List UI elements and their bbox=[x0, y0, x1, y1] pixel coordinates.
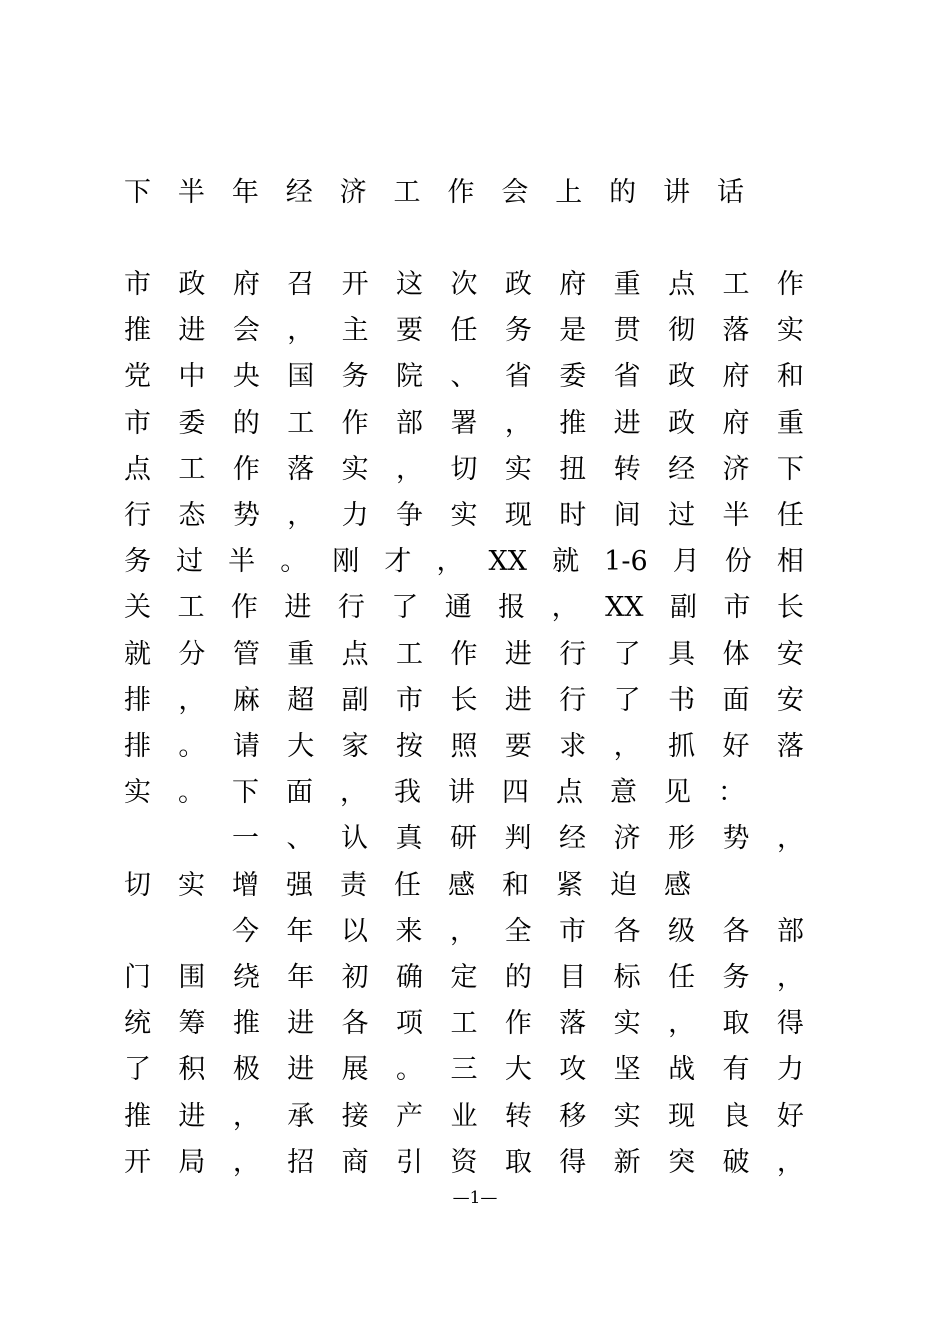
text-char: 任 bbox=[776, 500, 804, 531]
title-char: 经 bbox=[285, 177, 313, 208]
text-char: 部 bbox=[777, 915, 804, 947]
text-char: 工 bbox=[450, 1008, 478, 1040]
text-line bbox=[124, 585, 804, 631]
text-char: 半 bbox=[228, 546, 256, 578]
text-char: 工 bbox=[177, 592, 205, 624]
text-char: 落 bbox=[776, 731, 804, 762]
text-char: 点 bbox=[668, 269, 696, 300]
text-char: 进 bbox=[178, 315, 206, 347]
text-char: 这 bbox=[396, 269, 424, 300]
text-char: 过 bbox=[668, 500, 696, 531]
text-char: 判 bbox=[504, 823, 532, 855]
text-char: 转 bbox=[504, 1100, 532, 1132]
text-line bbox=[124, 1094, 804, 1140]
text-char: 全 bbox=[504, 915, 532, 947]
text-char: 工 bbox=[722, 269, 750, 300]
title-char: 的 bbox=[609, 177, 637, 208]
text-char: 引 bbox=[396, 1146, 424, 1178]
text-char: 标 bbox=[613, 962, 641, 993]
text-char: 重 bbox=[287, 638, 315, 670]
text-char: 筹 bbox=[178, 1008, 206, 1040]
text-char: 得 bbox=[559, 1146, 587, 1178]
text-char: 力 bbox=[776, 1054, 804, 1086]
title-char: 上 bbox=[555, 177, 583, 208]
text-char: 了 bbox=[613, 684, 641, 716]
text-line bbox=[124, 632, 804, 678]
text-char: 态 bbox=[178, 500, 206, 531]
text-char: 面 bbox=[286, 777, 313, 809]
text-char: 取 bbox=[504, 1146, 532, 1178]
text-char: 就 bbox=[552, 546, 580, 578]
text-line bbox=[124, 447, 804, 493]
text-char: 业 bbox=[450, 1100, 478, 1132]
text-char: 重 bbox=[776, 407, 804, 439]
text-char: 落 bbox=[559, 1008, 587, 1040]
text-char: 安 bbox=[776, 684, 804, 716]
text-char: 责 bbox=[340, 869, 367, 901]
text-char: 。 bbox=[396, 1054, 424, 1086]
text-line bbox=[124, 770, 804, 816]
text-char: 工 bbox=[396, 638, 424, 670]
text-char: 1-6 bbox=[604, 546, 648, 578]
text-line bbox=[124, 262, 804, 308]
text-char: 排 bbox=[124, 684, 151, 716]
text-char: ， bbox=[287, 500, 315, 531]
text-char: 好 bbox=[722, 731, 750, 762]
text-char: 强 bbox=[286, 869, 313, 901]
text-char: 四 bbox=[502, 777, 529, 809]
text-char: 任 bbox=[394, 869, 421, 901]
text-char: 资 bbox=[450, 1146, 478, 1178]
text-char: 作 bbox=[230, 592, 258, 624]
text-char: 时 bbox=[559, 500, 587, 531]
text-char: 份 bbox=[724, 546, 752, 578]
text-char: 分 bbox=[178, 638, 206, 670]
text-char: 体 bbox=[722, 638, 750, 670]
text-char: 推 bbox=[124, 315, 151, 347]
text-char: 主 bbox=[341, 315, 369, 347]
text-char: 重 bbox=[613, 269, 641, 300]
text-char: 省 bbox=[613, 361, 641, 393]
text-char: 统 bbox=[124, 1008, 151, 1040]
text-char: 实 bbox=[776, 315, 804, 347]
text-line bbox=[124, 724, 804, 770]
text-char: 新 bbox=[613, 1146, 641, 1178]
text-char: 落 bbox=[287, 453, 315, 485]
text-char: 管 bbox=[232, 638, 260, 670]
text-char: 取 bbox=[722, 1008, 750, 1040]
text-char: 局 bbox=[178, 1146, 206, 1178]
text-char: 有 bbox=[722, 1054, 750, 1086]
text-char: 院 bbox=[396, 361, 424, 393]
text-char: 意 bbox=[610, 777, 637, 809]
text-char: 实 bbox=[178, 869, 205, 901]
text-char: 绕 bbox=[232, 962, 260, 993]
text-char: 经 bbox=[668, 453, 696, 485]
text-line bbox=[124, 1047, 804, 1093]
text-char: 、 bbox=[286, 823, 314, 855]
text-char: 次 bbox=[450, 269, 478, 300]
text-char: 移 bbox=[559, 1100, 587, 1132]
text-char: 增 bbox=[232, 869, 259, 901]
title-char: 会 bbox=[501, 177, 529, 208]
text-char: 好 bbox=[776, 1100, 804, 1132]
text-char: 副 bbox=[669, 592, 697, 624]
text-char: 围 bbox=[178, 962, 206, 993]
text-char: 进 bbox=[504, 684, 532, 716]
text-char: 济 bbox=[613, 823, 641, 855]
text-char: 进 bbox=[613, 407, 641, 439]
text-char: 得 bbox=[776, 1008, 804, 1040]
text-line bbox=[124, 909, 804, 955]
text-char: 报 bbox=[498, 592, 526, 624]
text-char: ， bbox=[450, 915, 477, 947]
text-char: ， bbox=[668, 1008, 696, 1040]
text-char: 开 bbox=[124, 1146, 151, 1178]
text-char: 现 bbox=[668, 1100, 696, 1132]
text-char: ， bbox=[551, 592, 579, 624]
text-char: ， bbox=[232, 1146, 260, 1178]
text-char: 感 bbox=[448, 869, 475, 901]
text-char: 署 bbox=[450, 407, 478, 439]
text-char: 认 bbox=[341, 823, 368, 855]
text-char: 关 bbox=[124, 592, 151, 624]
text-char: 长 bbox=[450, 684, 478, 716]
text-char: 经 bbox=[559, 823, 586, 855]
text-char: 讲 bbox=[448, 777, 475, 809]
text-char: 具 bbox=[668, 638, 696, 670]
text-char: 市 bbox=[396, 684, 424, 716]
text-char: 行 bbox=[559, 638, 587, 670]
text-char: 超 bbox=[287, 684, 315, 716]
text-char: 大 bbox=[504, 1054, 532, 1086]
text-char: 感 bbox=[664, 869, 691, 901]
text-char: 党 bbox=[124, 361, 151, 393]
text-line bbox=[124, 493, 804, 539]
text-char: 来 bbox=[395, 915, 423, 947]
text-char: 见 bbox=[664, 777, 691, 809]
title-char: 半 bbox=[177, 177, 205, 208]
text-char: 济 bbox=[722, 453, 750, 485]
text-char: 推 bbox=[232, 1008, 260, 1040]
text-char: ， bbox=[178, 684, 206, 716]
text-char: 部 bbox=[396, 407, 424, 439]
text-char: 要 bbox=[396, 315, 424, 347]
text-char: 各 bbox=[722, 915, 750, 947]
text-char: 年 bbox=[287, 962, 315, 993]
text-char: XX bbox=[605, 592, 644, 624]
text-char: 府 bbox=[559, 269, 587, 300]
text-char: 和 bbox=[502, 869, 529, 901]
text-char: 相 bbox=[776, 546, 804, 578]
text-char: 实 bbox=[504, 453, 532, 485]
text-char: ， bbox=[776, 962, 804, 993]
text-char: 落 bbox=[722, 315, 750, 347]
text-char: 召 bbox=[287, 269, 315, 300]
text-char: 推 bbox=[124, 1100, 151, 1132]
text-char: 委 bbox=[178, 407, 206, 439]
title-char: 下 bbox=[124, 177, 151, 208]
text-char: 。 bbox=[178, 731, 206, 762]
text-char: 下 bbox=[232, 777, 259, 809]
text-line bbox=[124, 539, 804, 585]
text-char: 良 bbox=[722, 1100, 750, 1132]
text-char: 刚 bbox=[332, 546, 360, 578]
text-char: 行 bbox=[559, 684, 587, 716]
text-char: 。 bbox=[280, 546, 308, 578]
text-char: 务 bbox=[722, 962, 750, 993]
text-char: 家 bbox=[341, 731, 369, 762]
text-char: ， bbox=[776, 1146, 804, 1178]
text-char: 委 bbox=[559, 361, 587, 393]
text-line bbox=[124, 308, 804, 354]
document-title bbox=[124, 170, 804, 216]
text-char: 商 bbox=[341, 1146, 369, 1178]
text-char: 了 bbox=[124, 1054, 151, 1086]
text-char: 三 bbox=[450, 1054, 478, 1086]
title-char: 济 bbox=[339, 177, 367, 208]
text-char: 。 bbox=[178, 777, 205, 809]
text-char: 进 bbox=[178, 1100, 206, 1132]
text-char: 国 bbox=[287, 361, 315, 393]
text-char: 进 bbox=[284, 592, 312, 624]
text-char: 安 bbox=[776, 638, 804, 670]
text-char: 扭 bbox=[559, 453, 587, 485]
text-char: 会 bbox=[232, 315, 260, 347]
text-char: 真 bbox=[395, 823, 423, 855]
text-char: 各 bbox=[613, 915, 641, 947]
text-char: 、 bbox=[450, 361, 478, 393]
text-char: 是 bbox=[559, 315, 587, 347]
text-char: 务 bbox=[124, 546, 151, 578]
text-char: 点 bbox=[341, 638, 369, 670]
text-char: 实 bbox=[613, 1100, 641, 1132]
text-char: 副 bbox=[341, 684, 369, 716]
text-char: 请 bbox=[232, 731, 260, 762]
text-char: 市 bbox=[124, 269, 151, 300]
text-char: 破 bbox=[722, 1146, 750, 1178]
text-char: 作 bbox=[776, 269, 804, 300]
text-char: 央 bbox=[232, 361, 260, 393]
text-char: 进 bbox=[287, 1008, 315, 1040]
title-char: 作 bbox=[447, 177, 475, 208]
text-char: 极 bbox=[232, 1054, 260, 1086]
text-char: ， bbox=[436, 546, 464, 578]
text-char: 势 bbox=[722, 823, 750, 855]
text-char: 形 bbox=[668, 823, 695, 855]
text-line bbox=[124, 401, 804, 447]
text-char: 工 bbox=[287, 407, 315, 439]
text-char: 中 bbox=[178, 361, 206, 393]
text-char: 府 bbox=[722, 407, 750, 439]
text-char: 就 bbox=[124, 638, 151, 670]
text-char: 务 bbox=[341, 361, 369, 393]
text-char: 切 bbox=[450, 453, 478, 485]
text-char: 过 bbox=[176, 546, 204, 578]
text-char: 切 bbox=[124, 869, 151, 901]
text-char: 现 bbox=[504, 500, 532, 531]
text-char: 实 bbox=[613, 1008, 641, 1040]
text-char: 实 bbox=[341, 453, 369, 485]
text-line bbox=[124, 1140, 804, 1186]
text-char: 确 bbox=[396, 962, 424, 993]
text-char: 实 bbox=[124, 777, 151, 809]
text-char: ， bbox=[232, 1100, 260, 1132]
text-char: 突 bbox=[668, 1146, 696, 1178]
text-char: ： bbox=[718, 777, 745, 809]
text-char: 定 bbox=[450, 962, 478, 993]
text-char: 争 bbox=[396, 500, 424, 531]
text-char: 级 bbox=[668, 915, 695, 947]
text-line bbox=[124, 678, 804, 724]
text-char: 照 bbox=[450, 731, 478, 762]
text-char: 行 bbox=[337, 592, 365, 624]
text-char: 我 bbox=[394, 777, 421, 809]
text-char: ， bbox=[287, 315, 315, 347]
text-char: 彻 bbox=[668, 315, 696, 347]
text-char: 大 bbox=[287, 731, 315, 762]
text-char: 市 bbox=[559, 915, 586, 947]
text-char: 了 bbox=[391, 592, 419, 624]
text-line bbox=[124, 863, 804, 909]
text-char: 麻 bbox=[232, 684, 260, 716]
text-char: 招 bbox=[287, 1146, 315, 1178]
text-char: 下 bbox=[776, 453, 804, 485]
text-char: 开 bbox=[341, 269, 369, 300]
text-char: 推 bbox=[559, 407, 587, 439]
text-line bbox=[124, 1001, 804, 1047]
text-char: 承 bbox=[287, 1100, 315, 1132]
text-char: 按 bbox=[396, 731, 424, 762]
text-char: 府 bbox=[232, 269, 260, 300]
text-char: 贯 bbox=[613, 315, 641, 347]
text-char: 进 bbox=[287, 1054, 315, 1086]
text-char: 和 bbox=[776, 361, 804, 393]
title-char: 话 bbox=[716, 177, 744, 208]
text-char: 书 bbox=[668, 684, 696, 716]
text-char: 项 bbox=[396, 1008, 424, 1040]
text-char: 战 bbox=[668, 1054, 696, 1086]
text-char: 今 bbox=[232, 915, 259, 947]
text-char: 各 bbox=[341, 1008, 369, 1040]
text-char: 排 bbox=[124, 731, 151, 762]
text-char: 实 bbox=[450, 500, 478, 531]
text-char: 月 bbox=[672, 546, 700, 578]
text-char: 政 bbox=[504, 269, 532, 300]
text-char: ， bbox=[340, 777, 367, 809]
text-char: 抓 bbox=[668, 731, 696, 762]
text-char: 年 bbox=[286, 915, 314, 947]
text-char: 以 bbox=[341, 915, 368, 947]
text-line bbox=[124, 955, 804, 1001]
text-char: 初 bbox=[341, 962, 369, 993]
text-char: 作 bbox=[232, 453, 260, 485]
text-char: 行 bbox=[124, 500, 151, 531]
text-char: 点 bbox=[124, 453, 151, 485]
text-char: 求 bbox=[559, 731, 587, 762]
text-char: 政 bbox=[668, 361, 696, 393]
text-char: ， bbox=[777, 823, 804, 855]
text-char: 了 bbox=[613, 638, 641, 670]
text-char: 通 bbox=[444, 592, 472, 624]
text-char: 坚 bbox=[613, 1054, 641, 1086]
text-char: 点 bbox=[556, 777, 583, 809]
text-char: 转 bbox=[613, 453, 641, 485]
text-char: ， bbox=[396, 453, 424, 485]
text-line bbox=[124, 816, 804, 862]
title-char: 讲 bbox=[663, 177, 691, 208]
text-char: 面 bbox=[722, 684, 750, 716]
text-char: 力 bbox=[341, 500, 369, 531]
text-char: 间 bbox=[613, 500, 641, 531]
text-char: 长 bbox=[776, 592, 804, 624]
text-char: 市 bbox=[723, 592, 751, 624]
text-char: 紧 bbox=[556, 869, 583, 901]
text-char: ， bbox=[613, 731, 641, 762]
text-char: 迫 bbox=[610, 869, 637, 901]
text-char: 才 bbox=[384, 546, 412, 578]
text-char: 府 bbox=[722, 361, 750, 393]
text-char: 务 bbox=[504, 315, 532, 347]
text-char: 工 bbox=[178, 453, 206, 485]
text-char: 攻 bbox=[559, 1054, 587, 1086]
text-char: 的 bbox=[504, 962, 532, 993]
text-char: 任 bbox=[668, 962, 696, 993]
text-char: 作 bbox=[504, 1008, 532, 1040]
text-char: 门 bbox=[124, 962, 151, 993]
text-char: 势 bbox=[232, 500, 260, 531]
text-char: 积 bbox=[178, 1054, 206, 1086]
text-char: 一 bbox=[232, 823, 259, 855]
title-char: 年 bbox=[231, 177, 259, 208]
text-char: 要 bbox=[504, 731, 532, 762]
text-char: 进 bbox=[504, 638, 532, 670]
text-char: 作 bbox=[341, 407, 369, 439]
text-char: ， bbox=[504, 407, 532, 439]
text-char: 作 bbox=[450, 638, 478, 670]
text-char: 的 bbox=[232, 407, 260, 439]
title-char: 工 bbox=[393, 177, 421, 208]
text-char: 半 bbox=[722, 500, 750, 531]
text-char: 展 bbox=[341, 1054, 369, 1086]
text-char: 省 bbox=[504, 361, 532, 393]
page-number: —1— bbox=[452, 1188, 498, 1208]
text-char: 任 bbox=[450, 315, 478, 347]
text-char: 接 bbox=[341, 1100, 369, 1132]
text-char: 政 bbox=[178, 269, 206, 300]
text-char: 目 bbox=[559, 962, 587, 993]
text-char: 产 bbox=[396, 1100, 424, 1132]
text-char: 研 bbox=[450, 823, 477, 855]
text-line bbox=[124, 354, 804, 400]
text-char: 市 bbox=[124, 407, 151, 439]
text-char: XX bbox=[488, 546, 527, 578]
text-char: 政 bbox=[668, 407, 696, 439]
